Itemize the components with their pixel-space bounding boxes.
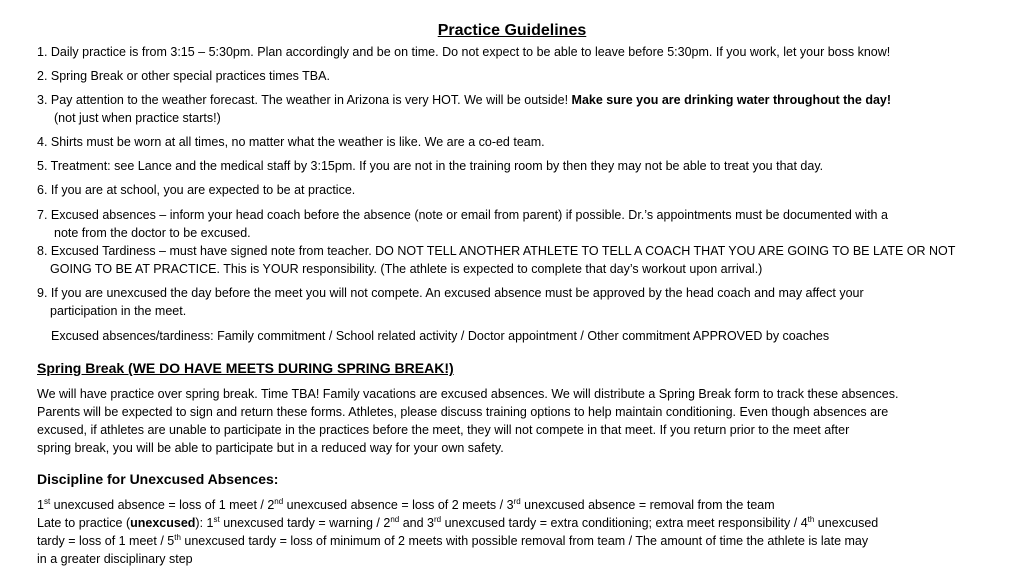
ordinal-number: 3	[427, 516, 434, 530]
guideline-3-continued: (not just when practice starts!)	[54, 111, 221, 125]
rule-emphasis: unexcused	[130, 516, 196, 530]
guideline-5: 5. Treatment: see Lance and the medical staff by 3:15pm. If you are not in the training room by then they may not be able to treat you that day.	[37, 159, 824, 173]
spring-break-line-1: We will have practice over spring break. Time TBA! Family vacations are excused absences. We will distribute a Spring Break form to track these absences.	[37, 387, 899, 401]
guideline-2: 2. Spring Break or other special practices times TBA.	[37, 69, 330, 83]
ordinal-number: 3	[506, 498, 514, 512]
guideline-9-continued: participation in the meet.	[50, 304, 187, 318]
guideline-8: 8. Excused Tardiness – must have signed note from teacher. DO NOT TELL ANOTHER ATHLETE TO TELL A COACH THAT YOU ARE GOING TO BE LATE OR NOT	[37, 244, 956, 258]
rule-text: unexcused tardy = extra conditioning; extra meet responsibility /	[441, 516, 801, 530]
spring-break-heading: Spring Break (WE DO HAVE MEETS DURING SPRING BREAK!)	[37, 360, 454, 376]
guideline-9: 9. If you are unexcused the day before the meet you will not compete. An excused absence must be approved by the head coach and may affect your	[37, 286, 864, 300]
rule-text: unexcused absence = loss of 1 meet /	[50, 498, 268, 512]
rule-text: unexcused tardy = warning /	[219, 516, 384, 530]
unexcused-tardy-rules-continued	[37, 532, 997, 550]
ordinal-suffix: st	[213, 514, 220, 524]
rule-text: tardy = loss of 1 meet /	[37, 534, 168, 548]
guideline-1: 1. Daily practice is from 3:15 – 5:30pm. Plan accordingly and be on time. Do not expect to be able to leave before 5:30pm. If you work, let your boss know!	[37, 45, 891, 59]
spring-break-line-2: Parents will be expected to sign and return these forms. Athletes, please discuss training options to help maintain conditioning. Even though absences are	[37, 405, 889, 419]
ordinal-suffix: th	[174, 532, 181, 542]
ordinal-suffix: th	[807, 514, 815, 524]
unexcused-tardy-rules	[37, 514, 997, 532]
ordinal-suffix: rd	[433, 514, 442, 524]
ordinal-number: 5	[167, 534, 175, 548]
ordinal-suffix: rd	[513, 496, 521, 506]
ordinal-suffix: nd	[274, 496, 284, 506]
ordinal-number: 2	[267, 498, 275, 512]
guideline-3	[37, 91, 997, 109]
ordinal-number: 2	[383, 516, 391, 530]
ordinal-suffix: st	[43, 496, 51, 506]
rule-text: Late to practice (	[37, 516, 131, 530]
unexcused-absence-rules	[37, 496, 997, 514]
unexcused-tardy-rules-end: in a greater disciplinary step	[37, 552, 193, 566]
rule-text: unexcused	[814, 516, 879, 530]
rule-text: unexcused tardy = loss of minimum of 2 meets with possible removal from team / The amount of time the athlete is late may	[180, 534, 869, 548]
rule-text: and	[399, 516, 428, 530]
guideline-3-emphasis: Make sure you are drinking water throughout the day!	[571, 93, 892, 107]
ordinal-number: 1	[37, 498, 44, 512]
rule-text: unexcused absence = removal from the team	[520, 498, 775, 512]
ordinal-number: 4	[800, 516, 808, 530]
rule-text: ):	[195, 516, 207, 530]
rule-text: unexcused absence = loss of 2 meets /	[283, 498, 507, 512]
spring-break-line-4: spring break, you will be able to participate but in a reduced way for your own safety.	[37, 441, 504, 455]
guideline-8-continued: GOING TO BE AT PRACTICE. This is YOUR responsibility. (The athlete is expected to complete that day’s workout upon arrival.)	[50, 262, 763, 276]
guideline-7-continued: note from the doctor to be excused.	[54, 226, 251, 240]
guideline-4: 4. Shirts must be worn at all times, no matter what the weather is like. We are a co-ed team.	[37, 135, 545, 149]
excused-categories: Excused absences/tardiness: Family commitment / School related activity / Doctor appointment / Other commitment APPROVED by coaches	[51, 329, 830, 343]
guideline-3-text: 3. Pay attention to the weather forecast. The weather in Arizona is very HOT. We will be outside!	[37, 93, 572, 107]
guideline-6: 6. If you are at school, you are expected to be at practice.	[37, 183, 356, 197]
spring-break-line-3: excused, if athletes are unable to participate in the practices before the meet, they will not compete in that meet. If you return prior to the meet after	[37, 423, 850, 437]
discipline-heading: Discipline for Unexcused Absences:	[37, 471, 279, 487]
ordinal-number: 1	[206, 516, 214, 530]
ordinal-suffix: nd	[390, 514, 400, 524]
guideline-7: 7. Excused absences – inform your head coach before the absence (note or email from parent) if possible. Dr.’s appointments must be documented with a	[37, 208, 888, 222]
page-title: Practice Guidelines	[437, 22, 587, 39]
